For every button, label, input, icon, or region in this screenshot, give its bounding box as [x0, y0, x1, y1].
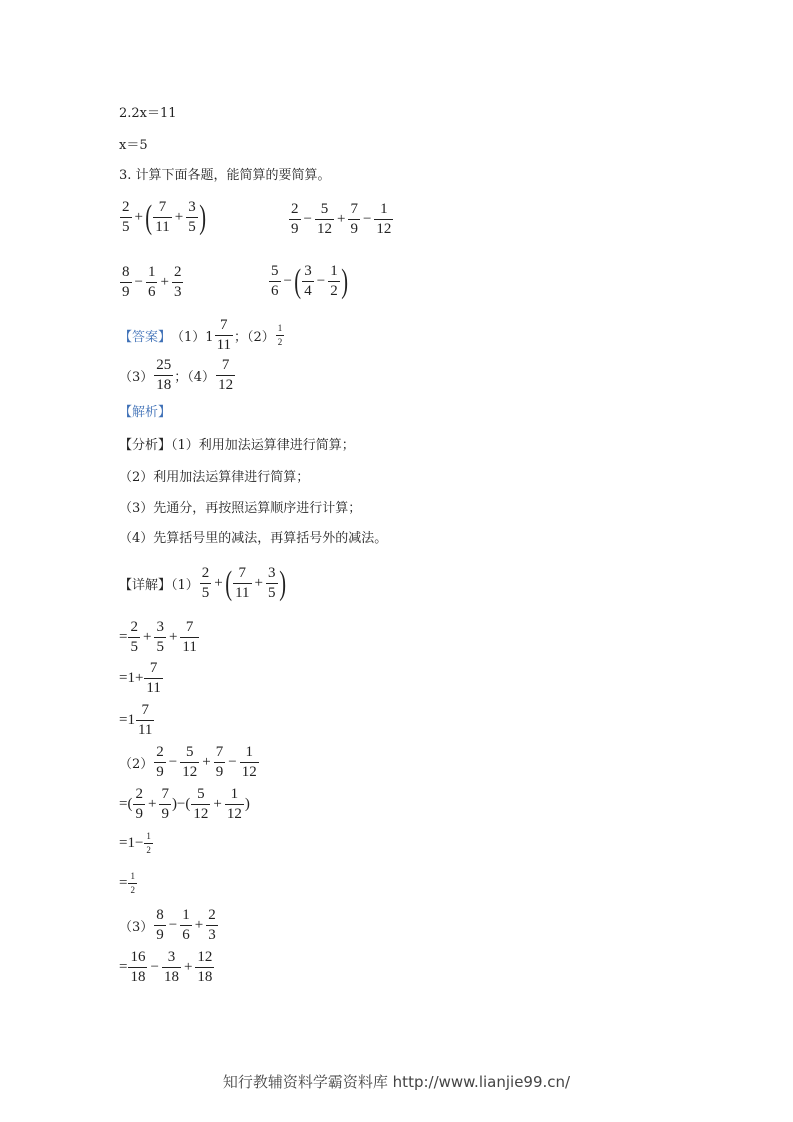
analysis-line: 【分析】（1）利用加法运算律进行简算； — [119, 438, 355, 453]
detail-2: （2） $\frac{2}{9}$ − $\frac{5}{12}$ + $\frac{7}{9}$ − $\frac{1}{12}$ — [119, 744, 257, 780]
step: = $\frac{1}{2}$ — [119, 871, 135, 895]
analysis-line: （4）先算括号里的减法，再算括号外的减法。 — [119, 531, 388, 546]
equation-line: 2.2x＝11 — [119, 106, 177, 121]
answer-line-1: 【答案】 （1）1 $\frac{7}{11}$ ；（2） $\frac{1}{2}$ — [119, 317, 283, 353]
equation-line: x＝5 — [119, 138, 148, 153]
problem-2: $\frac{2}{9}$ − $\frac{5}{12}$ + $\frac{7}{9}$ − $\frac{1}{12}$ — [291, 201, 392, 237]
analysis-tag: 【解析】 — [119, 405, 172, 420]
step: = $\frac{16}{18}$ − $\frac{3}{18}$ + $\frac{12}{18}$ — [119, 949, 213, 985]
detail-3: （3） $\frac{8}{9}$ − $\frac{1}{6}$ + $\frac{2}{3}$ — [119, 907, 216, 943]
problem-1: $\frac{2}{5}$ + ( $\frac{7}{11}$ + $\frac{3}{5}$ ) — [122, 198, 206, 236]
detail-1: 【详解】（1） $\frac{2}{5}$ + ( $\frac{7}{11}$ + $\frac{3}{5}$ ) — [119, 564, 286, 602]
problem-4: $\frac{5}{6}$ − ( $\frac{3}{4}$ − $\frac{1}{2}$ ) — [271, 262, 348, 300]
step: =1+ $\frac{7}{11}$ — [119, 660, 161, 696]
analysis-line: （2）利用加法运算律进行简算； — [119, 470, 310, 485]
answer-line-2: （3） $\frac{25}{18}$ ；（4） $\frac{7}{12}$ — [119, 357, 234, 393]
problem-3: $\frac{8}{9}$ − $\frac{1}{6}$ + $\frac{2}{3}$ — [122, 264, 182, 300]
step: =1 $\frac{7}{11}$ — [119, 702, 153, 738]
question-title: 3. 计算下面各题，能简算的要简算。 — [119, 168, 331, 183]
analysis-line: （3）先通分，再按照运算顺序进行计算； — [119, 501, 362, 516]
step: =( $\frac{2}{9}$ + $\frac{7}{9}$ )−( $\frac{5}{12}$ + $\frac{1}{12}$ ) — [119, 786, 250, 822]
step: =1− $\frac{1}{2}$ — [119, 831, 151, 855]
step: = $\frac{2}{5}$ + $\frac{3}{5}$ + $\frac{7}{11}$ — [119, 619, 197, 655]
answer-tag: 【答案】 — [119, 330, 172, 345]
footer-watermark: 知行教辅资料学霸资料库 http://www.lianjie99.cn/ — [222, 1073, 571, 1091]
